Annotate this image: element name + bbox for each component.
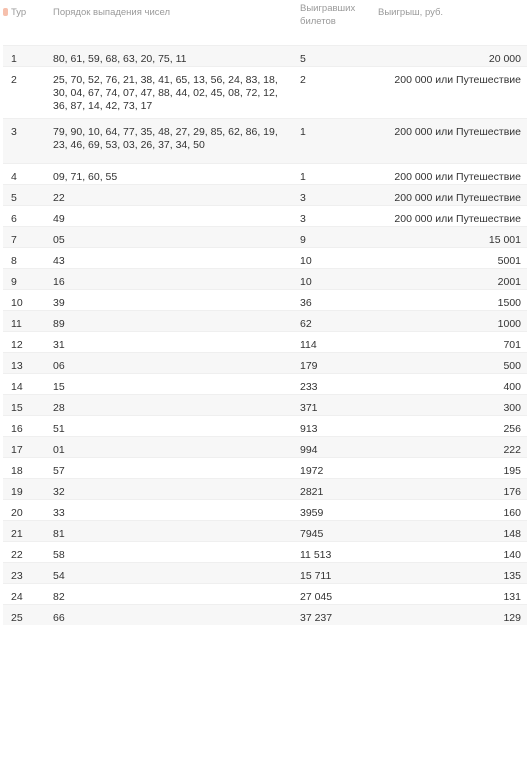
cell-tour: 22 [3, 542, 45, 563]
header-tour: Тур [3, 0, 45, 46]
cell-numbers: 58 [45, 542, 292, 563]
cell-numbers: 79, 90, 10, 64, 77, 35, 48, 27, 29, 85, 62, 86, 19, 23, 46, 69, 53, 03, 26, 37, 34, 50 [45, 119, 292, 164]
cell-prize: 148 [374, 521, 527, 542]
table-row [3, 353, 527, 374]
cell-prize: 129 [374, 605, 527, 626]
cell-numbers: 06 [45, 353, 292, 374]
cell-tour: 2 [3, 67, 45, 119]
cell-tour: 14 [3, 374, 45, 395]
cell-tickets: 15 711 [292, 563, 374, 584]
cell-numbers: 49 [45, 206, 292, 227]
cell-tickets: 2 [292, 67, 374, 119]
cell-tour: 15 [3, 395, 45, 416]
table-row [3, 584, 527, 605]
cell-numbers: 09, 71, 60, 55 [45, 164, 292, 185]
cell-tickets: 27 045 [292, 584, 374, 605]
cell-numbers: 54 [45, 563, 292, 584]
cell-tickets: 5 [292, 46, 374, 67]
cell-tickets: 371 [292, 395, 374, 416]
cell-numbers: 39 [45, 290, 292, 311]
cell-numbers: 22 [45, 185, 292, 206]
cell-tickets: 3 [292, 206, 374, 227]
cell-tickets: 1 [292, 119, 374, 164]
cell-tickets: 37 237 [292, 605, 374, 626]
cell-prize: 200 000 или Путешествие [374, 119, 527, 164]
cell-tour: 9 [3, 269, 45, 290]
header-numbers: Порядок выпадения чисел [45, 0, 292, 46]
cell-tickets: 1972 [292, 458, 374, 479]
cell-prize: 500 [374, 353, 527, 374]
cell-tour: 20 [3, 500, 45, 521]
cell-tour: 21 [3, 521, 45, 542]
cell-numbers: 80, 61, 59, 68, 63, 20, 75, 11 [45, 46, 292, 67]
results-table-container [3, 0, 521, 764]
cell-numbers: 25, 70, 52, 76, 21, 38, 41, 65, 13, 56, 24, 83, 18, 30, 04, 67, 74, 07, 47, 88, 44, 02, 45, 08, 72, 12, 36, 87, 14, 42, 73, 17 [45, 67, 292, 119]
cell-prize: 195 [374, 458, 527, 479]
cell-tour: 19 [3, 479, 45, 500]
cell-tour: 10 [3, 290, 45, 311]
cell-numbers: 66 [45, 605, 292, 626]
cell-tickets: 9 [292, 227, 374, 248]
cell-tickets: 233 [292, 374, 374, 395]
cell-prize: 131 [374, 584, 527, 605]
table-row [3, 563, 527, 584]
cell-numbers: 31 [45, 332, 292, 353]
cell-prize: 160 [374, 500, 527, 521]
cell-prize: 200 000 или Путешествие [374, 164, 527, 185]
cell-tour: 6 [3, 206, 45, 227]
table-row [3, 395, 527, 416]
cell-numbers: 28 [45, 395, 292, 416]
cell-tour: 5 [3, 185, 45, 206]
cell-tour: 16 [3, 416, 45, 437]
table-body [3, 46, 527, 626]
table-header [3, 0, 527, 46]
cell-prize: 135 [374, 563, 527, 584]
table-row [3, 311, 527, 332]
cell-tickets: 7945 [292, 521, 374, 542]
table-row [3, 458, 527, 479]
cell-numbers: 16 [45, 269, 292, 290]
cell-tickets: 11 513 [292, 542, 374, 563]
cell-tickets: 62 [292, 311, 374, 332]
cell-numbers: 33 [45, 500, 292, 521]
cell-tour: 3 [3, 119, 45, 164]
table-row [3, 374, 527, 395]
cell-tour: 24 [3, 584, 45, 605]
cell-tour: 1 [3, 46, 45, 67]
table-row [3, 479, 527, 500]
results-table [3, 0, 527, 625]
table-row [3, 500, 527, 521]
cell-prize: 5001 [374, 248, 527, 269]
table-row [3, 542, 527, 563]
cell-tour: 23 [3, 563, 45, 584]
cell-prize: 701 [374, 332, 527, 353]
header-row [3, 0, 527, 46]
cell-prize: 400 [374, 374, 527, 395]
cell-numbers: 81 [45, 521, 292, 542]
cell-prize: 140 [374, 542, 527, 563]
cell-tour: 7 [3, 227, 45, 248]
cell-numbers: 89 [45, 311, 292, 332]
header-prize: Выигрыш, руб. [374, 0, 527, 46]
cell-tickets: 179 [292, 353, 374, 374]
cell-tickets: 3959 [292, 500, 374, 521]
table-row [3, 248, 527, 269]
cell-numbers: 32 [45, 479, 292, 500]
table-row [3, 521, 527, 542]
cell-prize: 200 000 или Путешествие [374, 67, 527, 119]
cell-prize: 200 000 или Путешествие [374, 185, 527, 206]
cell-tickets: 10 [292, 269, 374, 290]
cell-tour: 4 [3, 164, 45, 185]
table-row [3, 206, 527, 227]
cell-tour: 13 [3, 353, 45, 374]
cell-prize: 2001 [374, 269, 527, 290]
cell-prize: 15 001 [374, 227, 527, 248]
header-tickets: Выигравших билетов [292, 0, 374, 46]
cell-tour: 17 [3, 437, 45, 458]
edge-marker-icon [3, 8, 8, 16]
cell-prize: 20 000 [374, 46, 527, 67]
cell-numbers: 05 [45, 227, 292, 248]
table-row [3, 119, 527, 164]
cell-tour: 11 [3, 311, 45, 332]
cell-tickets: 1 [292, 164, 374, 185]
table-row [3, 227, 527, 248]
cell-numbers: 51 [45, 416, 292, 437]
cell-prize: 300 [374, 395, 527, 416]
cell-numbers: 82 [45, 584, 292, 605]
table-row [3, 332, 527, 353]
cell-tickets: 913 [292, 416, 374, 437]
cell-numbers: 15 [45, 374, 292, 395]
cell-numbers: 43 [45, 248, 292, 269]
cell-prize: 1500 [374, 290, 527, 311]
cell-prize: 222 [374, 437, 527, 458]
table-row [3, 269, 527, 290]
cell-tickets: 36 [292, 290, 374, 311]
cell-tickets: 2821 [292, 479, 374, 500]
cell-tour: 25 [3, 605, 45, 626]
table-row [3, 290, 527, 311]
cell-tour: 8 [3, 248, 45, 269]
table-row [3, 67, 527, 119]
table-row [3, 46, 527, 67]
cell-tickets: 114 [292, 332, 374, 353]
table-row [3, 605, 527, 626]
cell-tour: 18 [3, 458, 45, 479]
cell-tour: 12 [3, 332, 45, 353]
cell-prize: 256 [374, 416, 527, 437]
table-row [3, 164, 527, 185]
cell-tickets: 10 [292, 248, 374, 269]
cell-tickets: 3 [292, 185, 374, 206]
cell-numbers: 57 [45, 458, 292, 479]
table-row [3, 437, 527, 458]
cell-prize: 1000 [374, 311, 527, 332]
cell-tickets: 994 [292, 437, 374, 458]
cell-prize: 176 [374, 479, 527, 500]
cell-prize: 200 000 или Путешествие [374, 206, 527, 227]
cell-numbers: 01 [45, 437, 292, 458]
table-row [3, 416, 527, 437]
table-row [3, 185, 527, 206]
